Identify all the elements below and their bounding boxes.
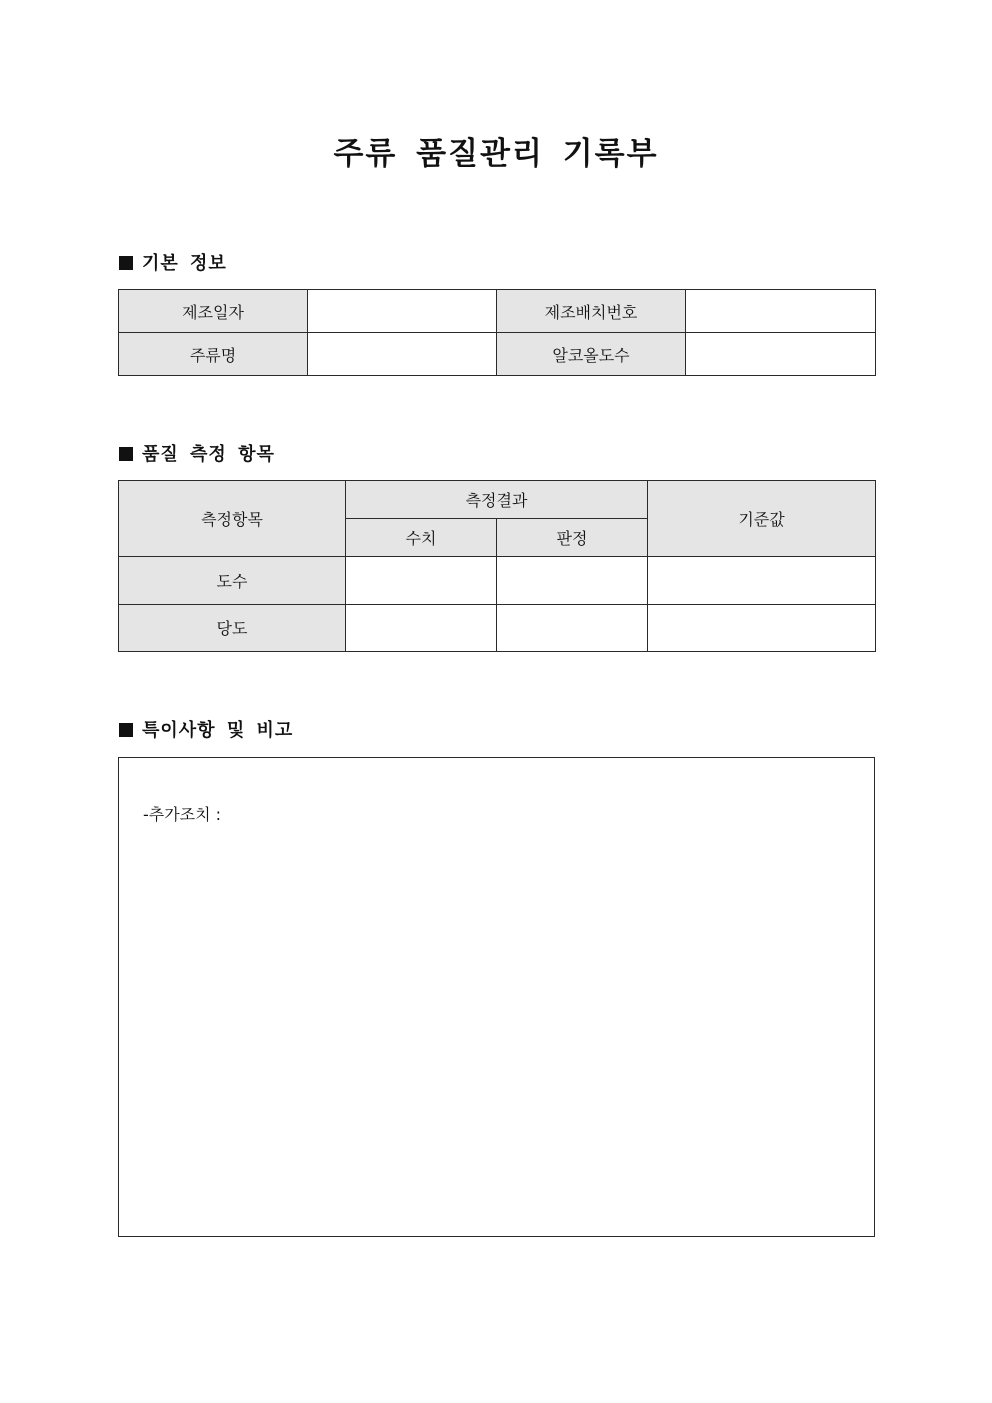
table-row [119,557,876,605]
square-bullet-icon [119,447,133,461]
square-bullet-icon [119,256,133,270]
remarks-heading-text: 특이사항 및 비고 [142,720,294,741]
standard-value-header: 기준값 [648,481,876,557]
sugar-judgement-field[interactable] [497,604,648,652]
measurement-item-header: 측정항목 [119,481,346,557]
square-bullet-icon [119,723,133,737]
basic-info-heading-text: 기본 정보 [142,253,227,274]
alcohol-standard-field[interactable] [648,557,876,605]
manufacture-date-label: 제조일자 [119,290,308,333]
table-row [119,604,876,652]
sugar-value-field[interactable] [346,604,497,652]
liquor-name-label: 주류명 [119,333,308,376]
liquor-name-field[interactable] [308,333,497,376]
quality-table [118,480,876,652]
manufacture-date-field[interactable] [308,290,497,333]
alcohol-content-label: 알코올도수 [497,333,686,376]
table-row [119,290,876,333]
table-row [119,333,876,376]
basic-info-heading [119,252,227,276]
additional-action-label: -추가조치 : [143,805,222,824]
remarks-heading [119,719,293,743]
sugar-standard-field[interactable] [648,604,876,652]
batch-number-field[interactable] [686,290,876,333]
batch-number-label: 제조배치번호 [497,290,686,333]
alcohol-judgement-field[interactable] [497,557,648,605]
item-alcohol-label: 도수 [119,557,346,605]
judgement-header: 판정 [497,519,648,557]
quality-heading [119,443,275,467]
document-title: 주류 품질관리 기록부 [333,136,659,172]
item-sugar-label: 당도 [119,604,346,652]
basic-info-table [118,289,876,376]
remarks-textarea[interactable] [118,757,875,1237]
measurement-result-header: 측정결과 [346,481,648,519]
alcohol-content-field[interactable] [686,333,876,376]
value-header: 수치 [346,519,497,557]
alcohol-value-field[interactable] [346,557,497,605]
quality-heading-text: 품질 측정 항목 [142,444,275,465]
table-header-row [119,481,876,519]
